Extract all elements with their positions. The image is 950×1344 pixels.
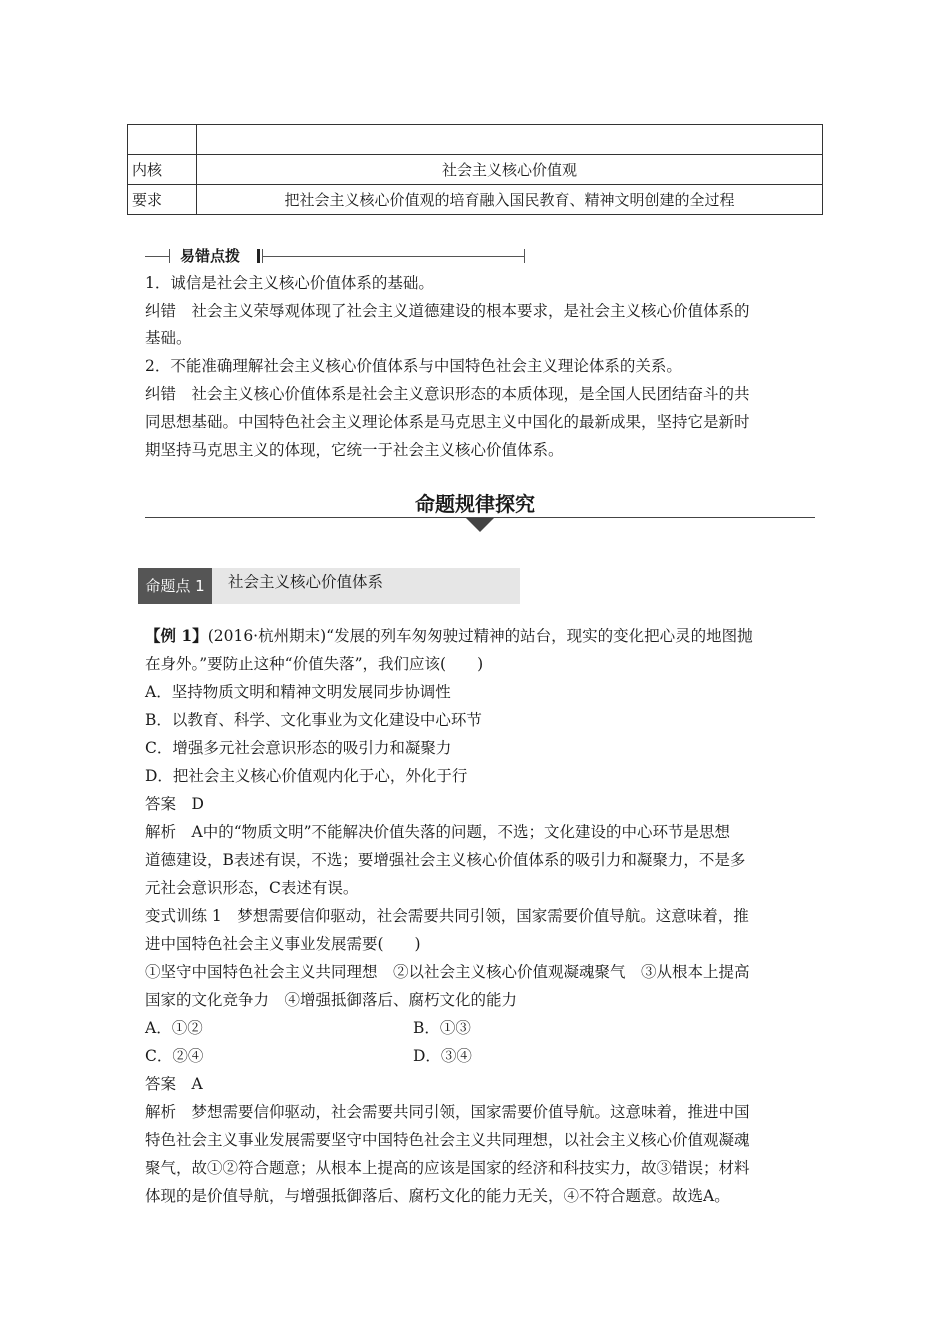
table-cell-label: 要求 bbox=[128, 185, 197, 215]
table-cell-value: 把社会主义核心价值观的培育融入国民教育、精神文明创建的全过程 bbox=[197, 185, 823, 215]
analysis-line: 体现的是价值导航，与增强抵御落后、腐朽文化的能力无关，④不符合题意。故选A。 bbox=[145, 1187, 730, 1205]
tips-line: 2．不能准确理解社会主义核心价值体系与中国特色社会主义理论体系的关系。 bbox=[145, 357, 682, 375]
tips-line: 1．诚信是社会主义核心价值体系的基础。 bbox=[145, 274, 434, 292]
answer: 答案 D bbox=[145, 795, 204, 813]
table-cell-label bbox=[128, 125, 197, 155]
table-row bbox=[128, 125, 823, 155]
table-row bbox=[128, 155, 823, 185]
answer: 答案 A bbox=[145, 1075, 203, 1093]
tips-line: 纠错 社会主义核心价值体系是社会主义意识形态的本质体现，是全国人民团结奋斗的共 bbox=[145, 385, 750, 403]
key-point-tag: 命题点 1 bbox=[138, 568, 212, 604]
example-text: (2016·杭州期末)“发展的列车匆匆驶过精神的站台，现实的变化把心灵的地图抛 bbox=[207, 627, 753, 645]
divider bbox=[169, 249, 170, 263]
key-point-title: 社会主义核心价值体系 bbox=[228, 573, 384, 591]
analysis-line: 解析 A中的“物质文明”不能解决价值失落的问题，不选；文化建设的中心环节是思想 bbox=[145, 823, 731, 841]
example-question bbox=[145, 626, 817, 646]
example-tag: 【例 1】 bbox=[145, 626, 208, 645]
tips-line: 期坚持马克思主义的体现，它统一于社会主义核心价值体系。 bbox=[145, 441, 564, 459]
divider bbox=[262, 256, 525, 257]
option-a: A．坚持物质文明和精神文明发展同步协调性 bbox=[145, 683, 451, 701]
analysis-line: 元社会意识形态，C表述有误。 bbox=[145, 879, 359, 897]
option-c: C．增强多元社会意识形态的吸引力和凝聚力 bbox=[145, 739, 452, 757]
variant-line: 国家的文化竞争力 ④增强抵御落后、腐朽文化的能力 bbox=[145, 991, 518, 1009]
divider bbox=[524, 249, 525, 263]
tips-line: 纠错 社会主义荣辱观体现了社会主义道德建设的根本要求，是社会主义核心价值体系的 bbox=[145, 302, 750, 320]
triangle-down-icon bbox=[466, 518, 494, 532]
analysis-line: 特色社会主义事业发展需要坚守中国特色社会主义共同理想，以社会主义核心价值观凝魂 bbox=[145, 1131, 750, 1149]
variant-line: ①坚守中国特色社会主义共同理想 ②以社会主义核心价值观凝魂聚气 ③从根本上提高 bbox=[145, 963, 750, 981]
divider bbox=[145, 256, 169, 257]
section-title: 命题规律探究 bbox=[415, 492, 535, 516]
analysis-line: 聚气，故①②符合题意；从根本上提高的应该是国家的经济和科技实力，故③错误；材料 bbox=[145, 1159, 750, 1177]
table-row bbox=[128, 185, 823, 215]
tips-heading: 易错点拨 bbox=[180, 247, 241, 265]
option-a: A．①② bbox=[145, 1019, 203, 1037]
variant-line: 变式训练 1 梦想需要信仰驱动，社会需要共同引领，国家需要价值导航。这意味着，推 bbox=[145, 907, 749, 925]
tips-line: 基础。 bbox=[145, 329, 192, 347]
table-cell-value: 社会主义核心价值观 bbox=[197, 155, 823, 185]
option-d: D．③④ bbox=[413, 1047, 472, 1065]
option-d: D．把社会主义核心价值观内化于心，外化于行 bbox=[145, 767, 468, 785]
example-text: 在身外。”要防止这种“价值失落”，我们应该( ) bbox=[145, 655, 484, 673]
concept-table bbox=[127, 124, 823, 215]
tips-line: 同思想基础。中国特色社会主义理论体系是马克思主义中国化的最新成果，坚持它是新时 bbox=[145, 413, 750, 431]
variant-line: 进中国特色社会主义事业发展需要( ) bbox=[145, 935, 421, 953]
divider bbox=[257, 249, 260, 263]
analysis-line: 道德建设，B表述有误，不选；要增强社会主义核心价值体系的吸引力和凝聚力，不是多 bbox=[145, 851, 746, 869]
table-cell-value bbox=[197, 125, 823, 155]
table-cell-label: 内核 bbox=[128, 155, 197, 185]
option-b: B．以教育、科学、文化事业为文化建设中心环节 bbox=[145, 711, 482, 729]
option-b: B．①③ bbox=[413, 1019, 471, 1037]
option-c: C．②④ bbox=[145, 1047, 204, 1065]
analysis-line: 解析 梦想需要信仰驱动，社会需要共同引领，国家需要价值导航。这意味着，推进中国 bbox=[145, 1103, 750, 1121]
